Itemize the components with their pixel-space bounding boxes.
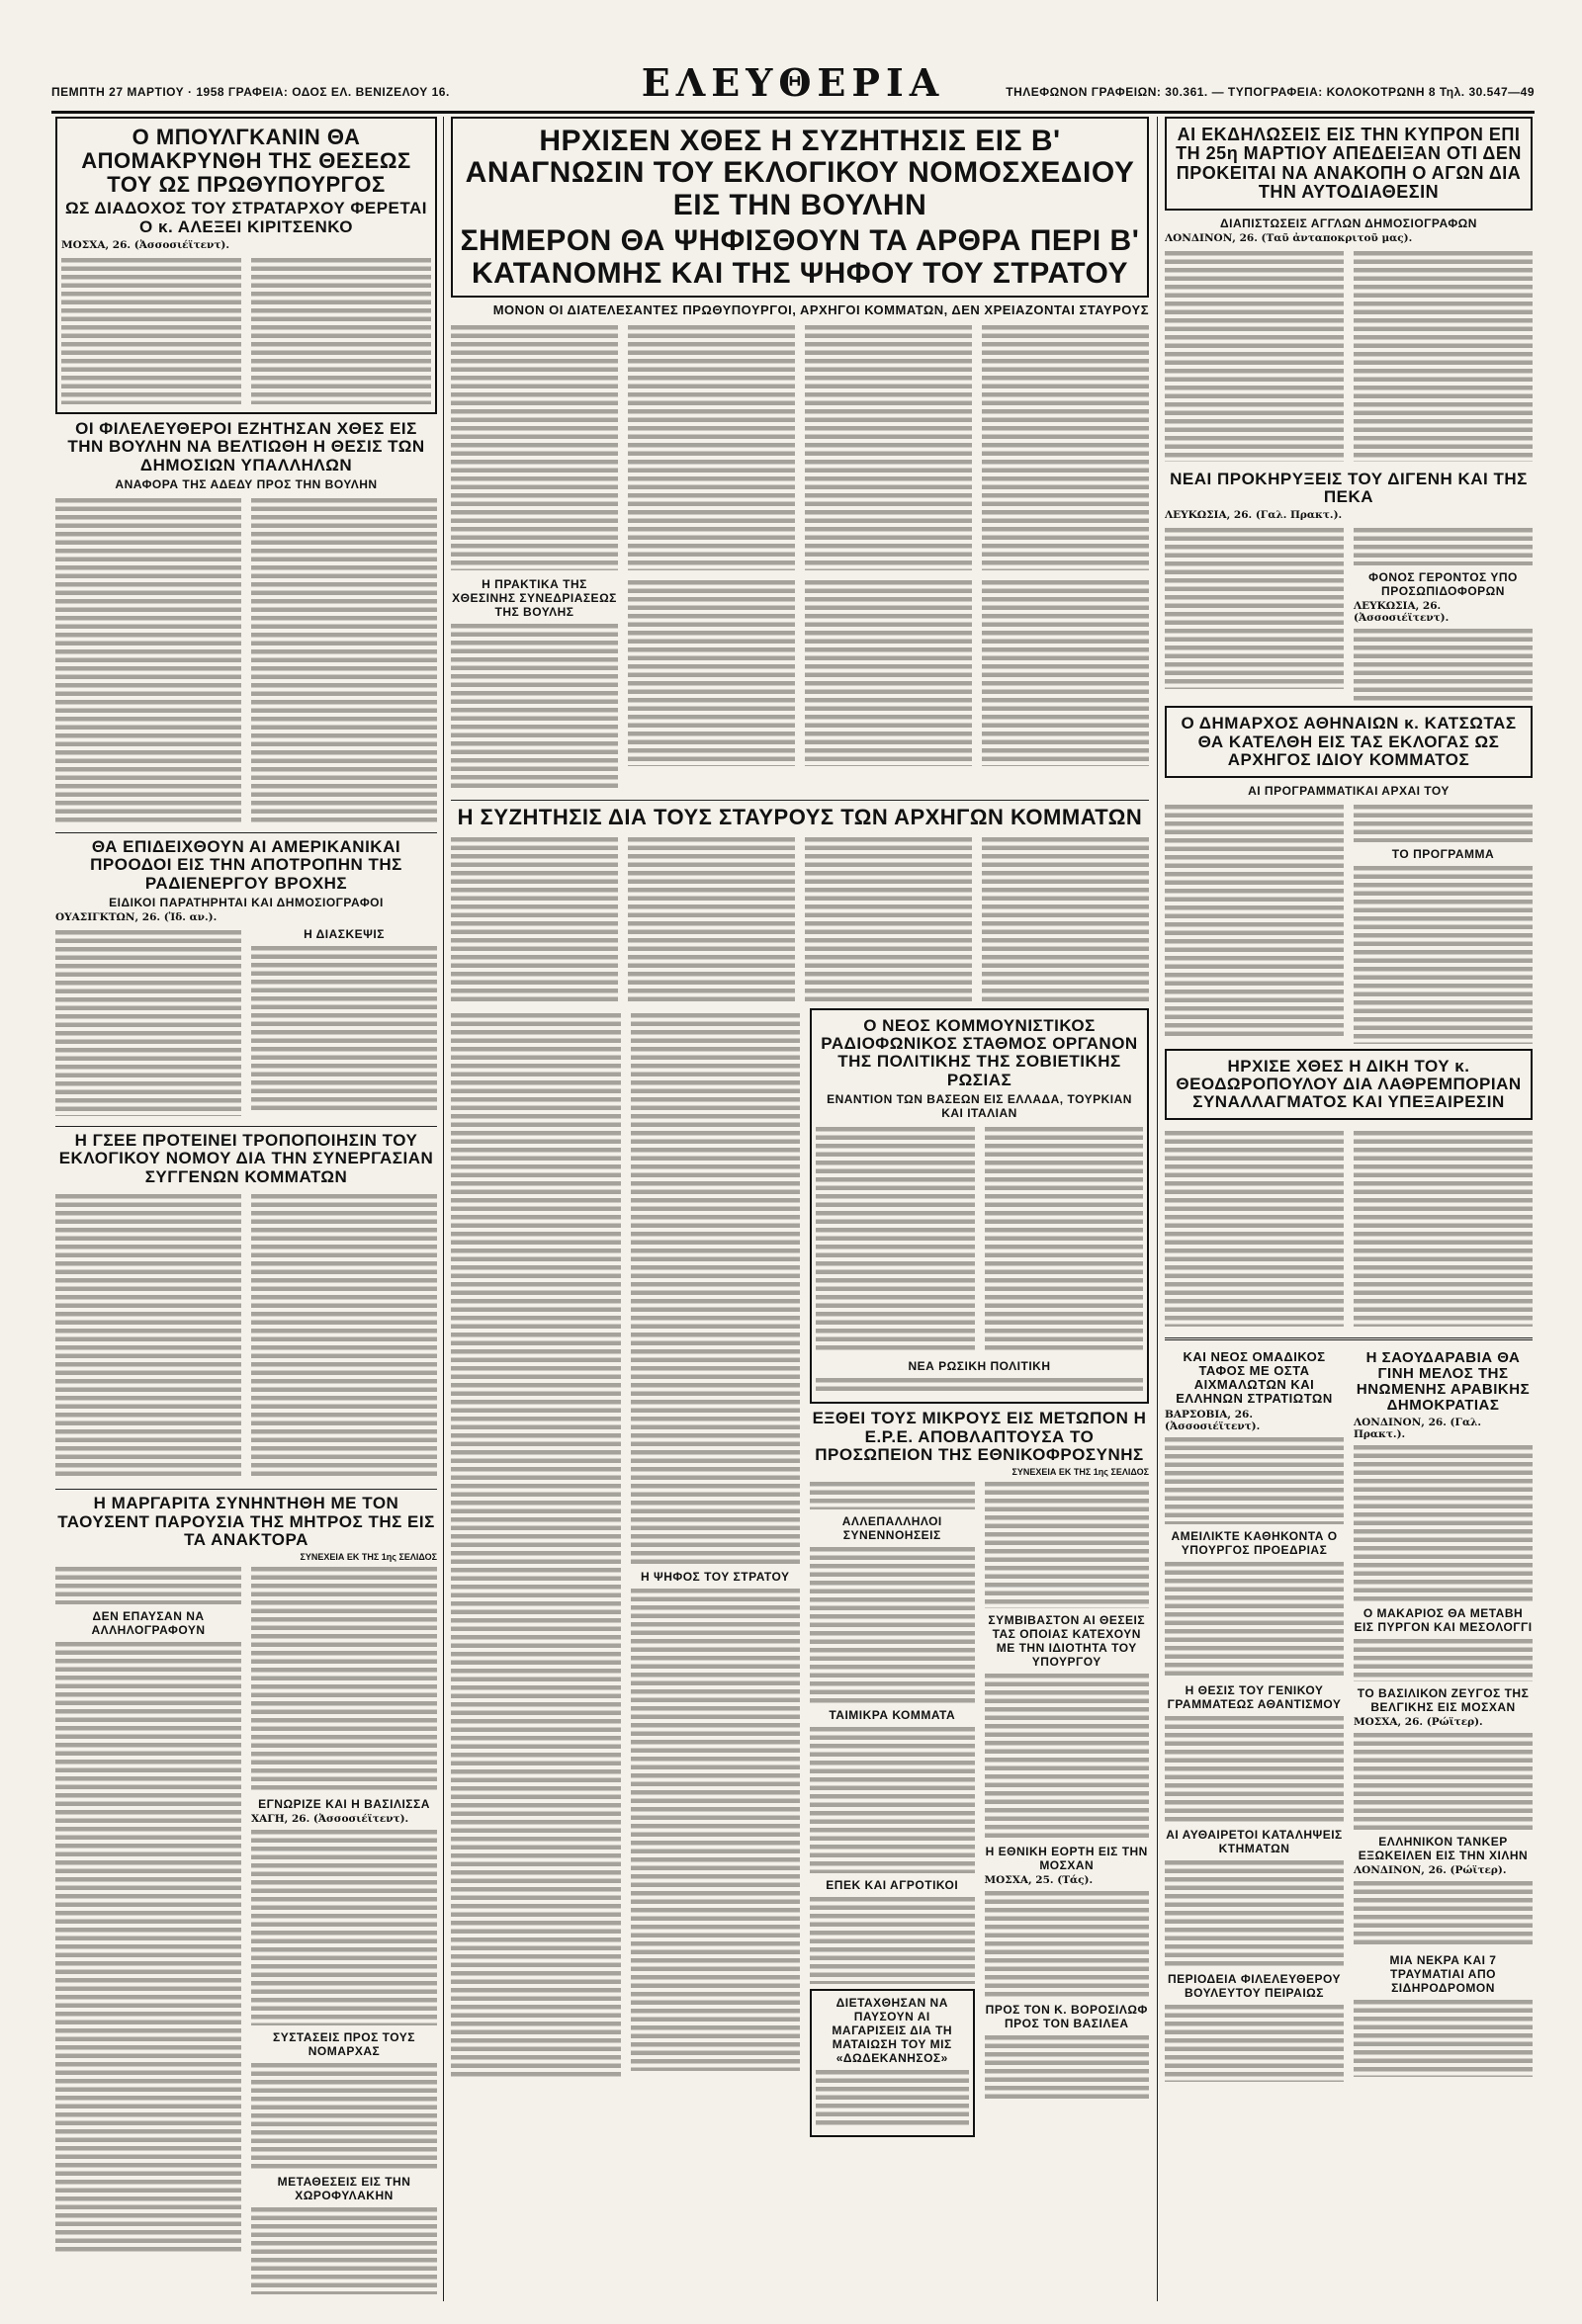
dateline: ΜΟΣΧΑ, 25. (Τάς). (984, 1874, 1094, 1887)
body-text-block (985, 1889, 1150, 1998)
article-theodoropoulos (1165, 1049, 1533, 1120)
subhead-secretary: Η ΘΕΣΙΣ ΤΟΥ ΓΕΝΙΚΟΥ ΓΡΑΜΜΑΤΕΩΣ ΑΘΑΝΤΙΣΜΟΥ (1167, 1682, 1342, 1711)
center-column (451, 117, 1149, 2301)
subhead-piraeus-mp: ΠΕΡΙΟΔΕΙΑ ΦΙΛΕΛΕΥΘΕΡΟΥ ΒΟΥΛΕΥΤΟΥ ΠΕΙΡΑΙΩΣ (1167, 1971, 1342, 2000)
body-text-block (55, 1565, 241, 1604)
body-text-block (982, 323, 1149, 570)
subhead-prefects: ΣΥΣΤΑΣΕΙΣ ΠΡΟΣ ΤΟΥΣ ΝΟΜΑΡΧΑΣ (273, 2030, 415, 2059)
body-text-block (1354, 1879, 1533, 1948)
subhead-queen-knew: ΕΓΝΩΡΙΖΕ ΚΑΙ Η ΒΑΣΙΛΙΣΣΑ (258, 1797, 430, 1812)
subhead-moscow-holiday: Η ΕΘΝΙΚΗ ΕΟΡΤΗ ΕΙΣ ΤΗΝ ΜΟΣΧΑΝ (985, 1845, 1148, 1873)
body-text-block (1165, 1858, 1344, 1967)
column-divider (443, 117, 444, 2301)
subhead-proceedings: Η ΠΡΑΚΤΙΚΑ ΤΗΣ ΧΘΕΣΙΝΗΣ ΣΥΝΕΔΡΙΑΣΕΩΣ ΤΗΣ ΒΟΥΛΗΣ (452, 576, 617, 619)
headline-radioactive-rain: ΘΑ ΕΠΙΔΕΙΧΘΟΥΝ ΑΙ ΑΜΕΡΙΚΑΝΙΚΑΙ ΠΡΟΟΔΟΙ ΕΙΣ ΤΗΝ ΑΠΟΤΡΟΠΗΝ ΤΗΣ ΡΑΔΙΕΝΕΡΓΟΥ ΒΡΟΧΗΣ (90, 837, 402, 893)
masthead (51, 61, 1535, 109)
body-text-block (628, 835, 795, 1003)
dateline: ΛΕΥΚΩΣΙΑ, 26. (Γαλ. Πρακτ.). (1165, 509, 1343, 522)
body-text-block (985, 1480, 1150, 1608)
headline-digenis: ΝΕΑΙ ΠΡΟΚΗΡΥΞΕΙΣ ΤΟΥ ΔΙΓΕΝΗ ΚΑΙ ΤΗΣ ΠΕΚΑ (1170, 469, 1528, 507)
body-text-block (1354, 1129, 1533, 1327)
body-text-block (451, 1011, 621, 2079)
body-text-block (55, 928, 241, 1116)
subhead-consultations: ΑΛΛΕΠΑΛΛΗΛΟΙ ΣΥΝΕΝΝΟΗΣΕΙΣ (841, 1514, 942, 1543)
masthead-phones: ΤΗΛΕΦΩΝΟΝ ΓΡΑΦΕΙΩΝ: 30.361. — ΤΥΠΟΓΡΑΦΕΙΑ: ΚΟΛΟΚΟΤΡΩΝΗ 8 Τηλ. 30.547—49 (1006, 85, 1535, 99)
body-text-block (816, 1376, 1143, 1394)
subhead-train-accident: ΜΙΑ ΝΕΚΡΑ ΚΑΙ 7 ΤΡΑΥΜΑΤΙΑΙ ΑΠΟ ΣΙΔΗΡΟΔΡΟΜΟΝ (1389, 1953, 1497, 1996)
subhead-tanker: ΕΛΛΗΝΙΚΟΝ ΤΑΝΚΕΡ ΕΞΩΚΕΙΛΕΝ ΕΙΣ ΤΗΝ ΧΙΛΗΝ (1358, 1835, 1529, 1863)
article-katsotas (1165, 706, 1533, 777)
subhead-program: ΤΟ ΠΡΟΓΡΑΜΜΑ (1391, 846, 1495, 861)
body-text-block (251, 496, 437, 822)
subhead-makarios: Ο ΜΑΚΑΡΙΟΣ ΘΑ ΜΕΤΑΒΗ ΕΙΣ ΠΥΡΓΟΝ ΚΑΙ ΜΕΣΟΛΟΓΓΙ (1354, 1606, 1533, 1635)
body-text-block (628, 578, 795, 766)
headline-margaret: Η ΜΑΡΓΑΡΙΤΑ ΣΥΝΗΝΤΗΘΗ ΜΕ ΤΟΝ ΤΑΟΥΣΕΝΤ ΠΑΡΟΥΣΙΑ ΤΗΣ ΜΗΤΡΟΣ ΤΗΣ ΕΙΣ ΤΑ ΑΝΑΚΤΟΡΑ (57, 1494, 435, 1549)
body-text-block (628, 323, 795, 570)
subhead-adedy: ΑΝΑΦΟΡΑ ΤΗΣ ΑΔΕΔΥ ΠΡΟΣ ΤΗΝ ΒΟΥΛΗΝ (115, 477, 378, 492)
dateline: ΧΑΓΗ, 26. (Ἀσσοσιέϊτεντ). (251, 1813, 409, 1826)
headline-crosses: Η ΣΥΖΗΤΗΣΙΣ ΔΙΑ ΤΟΥΣ ΣΤΑΥΡΟΥΣ ΤΩΝ ΑΡΧΗΓΩΝ ΚΟΜΜΑΤΩΝ (457, 804, 1143, 829)
right-column (1165, 117, 1533, 2301)
body-text-block (805, 323, 972, 570)
article-radio-station (810, 1008, 1149, 1404)
body-text-block (1165, 526, 1344, 689)
body-text-block (1354, 249, 1533, 462)
body-text-block (810, 1545, 975, 1703)
subhead-land-seizures: ΑΙ ΑΥΘΑΙΡΕΤΟΙ ΚΑΤΑΛΗΨΕΙΣ ΚΤΗΜΑΤΩΝ (1166, 1827, 1343, 1855)
body-text-block (251, 944, 437, 1114)
article-dodecanese (810, 1989, 975, 2137)
body-text-block (1354, 526, 1533, 565)
subhead-conference: Η ΔΙΑΣΚΕΨΙΣ (304, 927, 385, 942)
body-text-block (816, 1125, 975, 1352)
subhead-russian-policy: ΝΕΑ ΡΩΣΙΚΗ ΠΟΛΙΤΙΚΗ (908, 1359, 1051, 1374)
body-text-block (1354, 864, 1533, 1044)
headline-theodoropoulos: ΗΡΧΙΣΕ ΧΘΕΣ Η ΔΙΚΗ ΤΟΥ κ. ΘΕΟΔΩΡΟΠΟΥΛΟΥ ΔΙΑ ΛΑΘΡΕΜΠΟΡΙΑΝ ΣΥΝΑΛΛΑΓΜΑΤΟΣ ΚΑΙ ΥΠΕΞΑΙΡΕΣΙΝ (1176, 1056, 1522, 1112)
body-text-block (251, 2061, 437, 2170)
body-text-block (55, 1192, 241, 1479)
subhead-minister: ΑΜΕΙΛΙΚΤΕ ΚΑΘΗΚΟΝΤΑ Ο ΥΠΟΥΡΓΟΣ ΠΡΟΕΔΡΙΑΣ (1171, 1528, 1338, 1557)
headline-kirichenko: ΩΣ ΔΙΑΔΟΧΟΣ ΤΟΥ ΣΤΡΑΤΑΡΧΟΥ ΦΕΡΕΤΑΙ Ο κ. ΑΛΕΞΕΙ ΚΙΡΙΤΣΕΝΚΟ (64, 199, 427, 236)
lead-deck: ΜΟΝΟΝ ΟΙ ΔΙΑΤΕΛΕΣΑΝΤΕΣ ΠΡΩΘΥΠΟΥΡΓΟΙ, ΑΡΧΗΓΟΙ ΚΟΜΜΑΤΩΝ, ΔΕΝ ΧΡΕΙΑΖΟΝΤΑΙ ΣΤΑΥΡΟΥΣ (492, 301, 1149, 317)
subhead-observers: ΕΙΔΙΚΟΙ ΠΑΡΑΤΗΡΗΤΑΙ ΚΑΙ ΔΗΜΟΣΙΟΓΡΑΦΟΙ (109, 896, 384, 910)
continuation-note: ΣΥΝΕΧΕΙΑ ΕΚ ΤΗΣ 1ης ΣΕΛΙΔΟΣ (300, 1552, 437, 1563)
body-text-block (982, 578, 1149, 766)
body-text-block (810, 1480, 975, 1509)
body-text-block (985, 1125, 1144, 1352)
headline-ere-front: ΕΞΘΕΙ ΤΟΥΣ ΜΙΚΡΟΥΣ ΕΙΣ ΜΕΤΩΠΟΝ Η Ε.Ρ.Ε. ΑΠΟΒΛΑΠΤΟΥΣΑ ΤΟ ΠΡΟΣΩΠΕΙΟΝ ΤΗΣ ΕΘΝΙΚΟΦΡΟΣΥΝΗΣ (812, 1409, 1147, 1464)
body-text-block (810, 1725, 975, 1873)
body-text-block (1354, 803, 1533, 842)
body-text-block (1165, 2003, 1344, 2082)
body-text-block (805, 578, 972, 766)
masthead-rule (51, 111, 1535, 114)
left-column (55, 117, 437, 2301)
headline-gsee: Η ΓΣΕΕ ΠΡΟΤΕΙΝΕΙ ΤΡΟΠΟΠΟΙΗΣΙΝ ΤΟΥ ΕΚΛΟΓΙΚΟΥ ΝΟΜΟΥ ΔΙΑ ΤΗΝ ΣΥΝΕΡΓΑΣΙΑΝ ΣΥΓΓΕΝΩΝ ΚΟΜΜΑΤΩΝ (58, 1131, 434, 1186)
dateline: ΛΕΥΚΩΣΙΑ, 26. (Ἀσσοσιέϊτεντ). (1354, 600, 1450, 625)
subhead-dodecanese: ΔΙΕΤΑΧΘΗΣΑΝ ΝΑ ΠΑΥΣΟΥΝ ΑΙ ΜΑΓΑΡΙΣΕΙΣ ΔΙΑ ΤΗ ΜΑΤΑΙΩΣΗ ΤΟΥ ΜΙΣ «ΔΩΔΕΚΑΝΗΣΟΣ» (832, 1996, 953, 2066)
body-text-block (55, 1640, 241, 2253)
headline-saudi-arabia: Η ΣΑΟΥΔΑΡΑΒΙΑ ΘΑ ΓΙΝΗ ΜΕΛΟΣ ΤΗΣ ΗΝΩΜΕΝΗΣ ΑΡΑΒΙΚΗΣ ΔΗΜΟΚΡΑΤΙΑΣ (1356, 1348, 1531, 1415)
body-text-block (810, 1895, 975, 1984)
column-divider (1157, 117, 1158, 2301)
headline-katsotas: Ο ΔΗΜΑΡΧΟΣ ΑΘΗΝΑΙΩΝ κ. ΚΑΤΣΩΤΑΣ ΘΑ ΚΑΤΕΛΘΗ ΕΙΣ ΤΑΣ ΕΚΛΟΓΑΣ ΩΣ ΑΡΧΗΓΟΣ ΙΔΙΟΥ ΚΟΜΜΑΤΟΣ (1181, 714, 1517, 770)
body-text-block (251, 2205, 437, 2294)
body-text-block (451, 835, 618, 1003)
body-text-block (1165, 803, 1344, 1040)
subhead-gendarmerie: ΜΕΤΑΘΕΣΕΙΣ ΕΙΣ ΤΗΝ ΧΩΡΟΦΥΛΑΚΗΝ (277, 2175, 411, 2203)
headline-cyprus: ΑΙ ΕΚΔΗΛΩΣΕΙΣ ΕΙΣ ΤΗΝ ΚΥΠΡΟΝ ΕΠΙ ΤΗ 25η ΜΑΡΤΙΟΥ ΑΠΕΔΕΙΞΑΝ ΟΤΙ ΔΕΝ ΠΡΟΚΕΙΤΑΙ ΝΑ ΑΝΑΚΟΠΗ Ο ΑΓΩΝ ΔΙΑ ΤΗΝ ΑΥΤΟΔΙΑΘΕΣΙΝ (1176, 125, 1522, 203)
dateline: ΛΟΝΔΙΝΟΝ, 26. (Γαλ. Πρακτ.). (1354, 1417, 1482, 1441)
article-bulganin (55, 117, 437, 414)
body-text-block (1165, 1129, 1344, 1327)
masthead-date-address: ΠΕΜΠΤΗ 27 ΜΑΡΤΙΟΥ · 1958 ΓΡΑΦΕΙΑ: ΟΔΟΣ ΕΛ. ΒΕΝΙΖΕΛΟΥ 16. (51, 85, 450, 99)
body-text-block (1354, 627, 1533, 701)
body-text-block (985, 1672, 1150, 1840)
subhead-small-parties: ΤΑΙΜΙΚΡΑ ΚΟΜΜΑΤΑ (829, 1708, 956, 1723)
headline-civil-servants: ΟΙ ΦΙΛΕΛΕΥΘΕΡΟΙ ΕΖΗΤΗΣΑΝ ΧΘΕΣ ΕΙΣ ΤΗΝ ΒΟΥΛΗΝ ΝΑ ΒΕΛΤΙΩΘΗ Η ΘΕΣΙΣ ΤΩΝ ΔΗΜΟΣΙΩΝ ΥΠΑΛΛΗΛΩΝ (67, 418, 425, 474)
subhead-correspondence: ΔΕΝ ΕΠΑΥΣΑΝ ΝΑ ΑΛΛΗΛΟΓΡΑΦΟΥΝ (91, 1609, 206, 1638)
body-text-block (251, 256, 431, 404)
dateline: ΒΑΡΣΟΒΙΑ, 26. (Ἀσσοσιέϊτεντ). (1165, 1408, 1261, 1432)
subhead-compatible-posts: ΣΥΜΒΙΒΑΣΤΟΝ ΑΙ ΘΕΣΕΙΣ ΤΑΣ ΟΠΟΙΑΣ ΚΑΤΕΧΟΥΝ ΜΕ ΤΗΝ ΙΔΙΟΤΗΤΑ ΤΟΥ ΥΠΟΥΡΓΟΥ (988, 1613, 1146, 1670)
article-cyprus (1165, 117, 1533, 211)
body-text-block (816, 2068, 969, 2127)
body-text-block (982, 835, 1149, 1003)
body-text-block (631, 1587, 801, 2071)
subhead-journalists: ΔΙΑΠΙΣΤΩΣΕΙΣ ΑΓΓΛΩΝ ΔΗΜΟΣΙΟΓΡΑΦΩΝ (1220, 215, 1477, 230)
subhead-principles: ΑΙ ΠΡΟΓΡΑΜΜΑΤΙΚΑΙ ΑΡΧΑΙ ΤΟΥ (1248, 783, 1450, 798)
subhead-murder: ΦΟΝΟΣ ΓΕΡΟΝΤΟΣ ΥΠΟ ΠΡΟΣΩΠΙΔΟΦΟΡΩΝ (1368, 570, 1518, 599)
body-text-block (1354, 1731, 1533, 1830)
headline-bulganin: Ο ΜΠΟΥΛΓΚΑΝΙΝ ΘΑ ΑΠΟΜΑΚΡΥΝΘΗ ΤΗΣ ΘΕΣΕΩΣ ΤΟΥ ΩΣ ΠΡΩΘΥΠΟΥΡΓΟΣ (81, 125, 411, 197)
headline-mass-grave: ΚΑΙ ΝΕΟΣ ΟΜΑΔΙΚΟΣ ΤΑΦΟΣ ΜΕ ΟΣΤΑ ΑΙΧΜΑΛΩΤΩΝ ΚΑΙ ΕΛΛΗΝΩΝ ΣΤΡΑΤΙΩΤΩΝ (1176, 1348, 1333, 1406)
subhead-epek: ΕΠΕΚ ΚΑΙ ΑΓΡΟΤΙΚΟΙ (826, 1878, 959, 1893)
body-text-block (1354, 1998, 1533, 2077)
headline-radio-station: Ο ΝΕΟΣ ΚΟΜΜΟΥΝΙΣΤΙΚΟΣ ΡΑΔΙΟΦΩΝΙΚΟΣ ΣΤΑΘΜΟΣ ΟΡΓΑΝΟΝ ΤΗΣ ΠΟΛΙΤΙΚΗΣ ΤΗΣ ΣΟΒΙΕΤΙΚΗΣ ΡΩΣΙΑΣ (821, 1015, 1138, 1089)
subhead-belgian-royals: ΤΟ ΒΑΣΙΛΙΚΟΝ ΖΕΥΓΟΣ ΤΗΣ ΒΕΛΓΙΚΗΣ ΕΙΣ ΜΟΣΧΑΝ (1357, 1686, 1530, 1715)
newspaper-title: ΕΛΕΥΘΕΡΙΑ (641, 60, 945, 105)
subhead-voroshilov: ΠΡΟΣ ΤΟΝ Κ. ΒΟΡΟΣΙΛΩΦ ΠΡΟΣ ΤΟΝ ΒΑΣΙΛΕΑ (985, 2003, 1148, 2031)
body-text-block (631, 1011, 801, 1565)
second-headline: ΣΗΜΕΡΟΝ ΘΑ ΨΗΦΙΣΘΟΥΝ ΤΑ ΑΡΘΡΑ ΠΕΡΙ Β' ΚΑΤΑΝΟΜΗΣ ΚΑΙ ΤΗΣ ΨΗΦΟΥ ΤΟΥ ΣΤΡΑΤΟΥ (460, 224, 1140, 290)
dateline: ΛΟΝΔΙΝΟΝ, 26. (Ρώϊτερ). (1354, 1864, 1507, 1877)
continuation-note: ΣΥΝΕΧΕΙΑ ΕΚ ΤΗΣ 1ης ΣΕΛΙΔΟΣ (1011, 1467, 1149, 1478)
subhead-army-vote: Η ΨΗΦΟΣ ΤΟΥ ΣΤΡΑΤΟΥ (641, 1569, 790, 1584)
body-text-block (451, 323, 618, 570)
body-text-block (1354, 1443, 1533, 1601)
body-text-block (805, 835, 972, 1003)
dateline: ΜΟΣΧΑ, 26. (Ρώϊτερ). (1354, 1716, 1483, 1729)
dateline: ΛΟΝΔΙΝΟΝ, 26. (Ταῦ ἀνταποκριτοῦ μας). (1165, 231, 1413, 244)
body-text-block (251, 1828, 437, 2025)
body-text-block (985, 2033, 1150, 2103)
body-text-block (1165, 1435, 1344, 1524)
dateline: ΟΥΑΣΙΓΚΤΩΝ, 26. (Ἰδ. αν.). (55, 911, 218, 924)
body-text-block (1165, 1560, 1344, 1678)
body-text-block (61, 256, 241, 404)
body-text-block (251, 1192, 437, 1479)
body-text-block (251, 1565, 437, 1792)
body-text-block (1354, 1637, 1533, 1681)
body-text-block (1165, 1714, 1344, 1823)
subhead-bases: ΕΝΑΝΤΙΟΝ ΤΩΝ ΒΑΣΕΩΝ ΕΙΣ ΕΛΛΑΔΑ, ΤΟΥΡΚΙΑΝ ΚΑΙ ΙΤΑΛΙΑΝ (827, 1092, 1132, 1121)
body-text-block (55, 496, 241, 822)
body-text-block (1165, 249, 1344, 462)
banner-headline: ΗΡΧΙΣΕΝ ΧΘΕΣ Η ΣΥΖΗΤΗΣΙΣ ΕΙΣ Β' ΑΝΑΓΝΩΣΙΝ ΤΟΥ ΕΚΛΟΓΙΚΟΥ ΝΟΜΟΣΧΕΔΙΟΥ ΕΙΣ ΤΗΝ ΒΟΥΛΗΝ (465, 125, 1135, 221)
dateline: ΜΟΣΧΑ, 26. (Ἀσσοσιέϊτεντ). (61, 238, 230, 251)
body-text-block (451, 622, 618, 790)
lead-story (451, 117, 1149, 298)
